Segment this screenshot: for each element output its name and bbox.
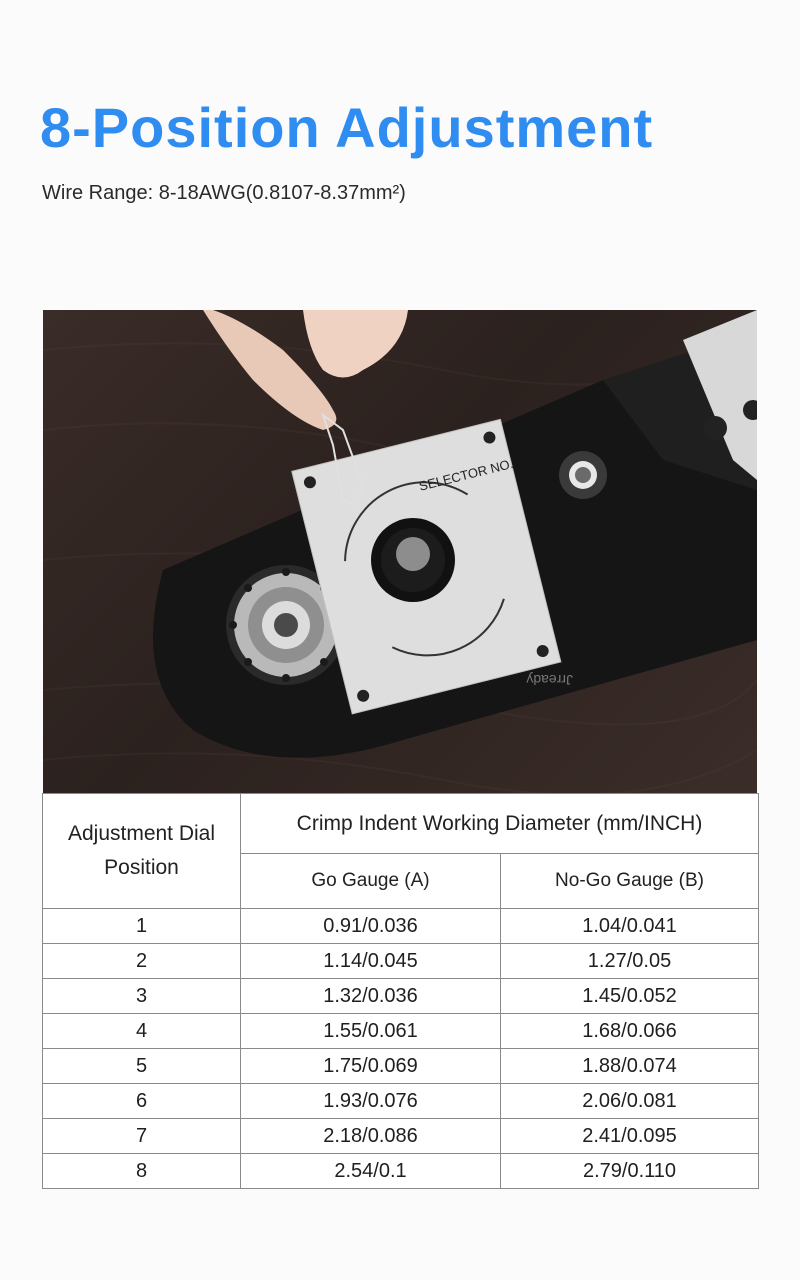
dial-position-cell: 5 [43,1049,241,1084]
table-row [43,909,759,944]
dial-position-cell: 3 [43,979,241,1014]
no-go-gauge-cell: 1.45/0.052 [501,979,759,1014]
brand-text: Jrready [526,672,573,688]
go-gauge-cell: 1.14/0.045 [241,944,501,979]
table-row [43,1154,759,1189]
no-go-gauge-cell: 2.79/0.110 [501,1154,759,1189]
position-column-header: Adjustment Dial Position [43,794,241,909]
selector-label: SELECTOR NO. [417,455,515,494]
page-title: 8-Position Adjustment [40,96,654,159]
table-row [43,979,759,1014]
diameter-group-header: Crimp Indent Working Diameter (mm/INCH) [241,794,759,854]
no-go-gauge-cell: 2.41/0.095 [501,1119,759,1154]
go-gauge-cell: 2.18/0.086 [241,1119,501,1154]
no-go-gauge-cell: 2.06/0.081 [501,1084,759,1119]
no-go-gauge-cell: 1.88/0.074 [501,1049,759,1084]
table-row [43,1119,759,1154]
wire-range-text: Wire Range: 8-18AWG(0.8107-8.37mm²) [42,182,406,204]
go-gauge-header: Go Gauge (A) [241,854,501,909]
crimp-diameter-table [42,793,759,1189]
no-go-gauge-cell: 1.27/0.05 [501,944,759,979]
go-gauge-cell: 1.93/0.076 [241,1084,501,1119]
go-gauge-cell: 0.91/0.036 [241,909,501,944]
dial-position-cell: 2 [43,944,241,979]
dial-position-cell: 7 [43,1119,241,1154]
go-gauge-cell: 1.32/0.036 [241,979,501,1014]
no-go-gauge-cell: 1.68/0.066 [501,1014,759,1049]
crimper-illustration [43,310,757,793]
table-row [43,1084,759,1119]
go-gauge-cell: 1.75/0.069 [241,1049,501,1084]
no-go-gauge-header: No-Go Gauge (B) [501,854,759,909]
product-photo [43,310,757,793]
go-gauge-cell: 2.54/0.1 [241,1154,501,1189]
dial-position-cell: 6 [43,1084,241,1119]
no-go-gauge-cell: 1.04/0.041 [501,909,759,944]
table-row [43,1014,759,1049]
dial-position-cell: 8 [43,1154,241,1189]
dial-position-cell: 1 [43,909,241,944]
dial-position-cell: 4 [43,1014,241,1049]
table-row [43,1049,759,1084]
go-gauge-cell: 1.55/0.061 [241,1014,501,1049]
table-row [43,944,759,979]
